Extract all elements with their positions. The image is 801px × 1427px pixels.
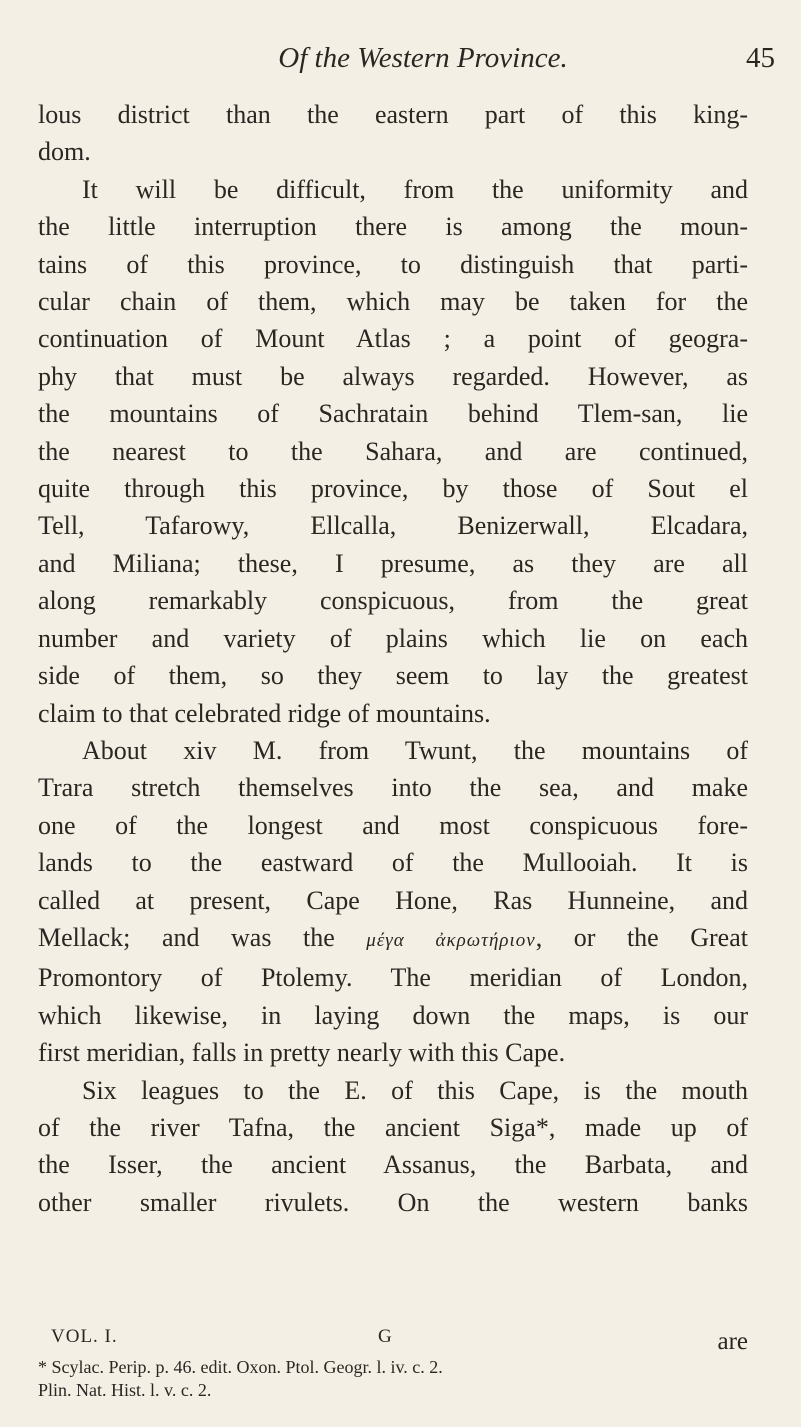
footnote-line: * Scylac. Perip. p. 46. edit. Oxon. Ptol. Geogr. l. iv. c. 2.	[38, 1357, 443, 1377]
text-line: the nearest to the Sahara, and are continued,	[38, 436, 748, 466]
text-line: called at present, Cape Hone, Ras Hunneine, and	[38, 885, 748, 915]
catchword: are	[717, 1328, 748, 1355]
text-line: claim to that celebrated ridge of mountains.	[38, 698, 491, 728]
text-line: along remarkably conspicuous, from the great	[38, 586, 748, 616]
text-line: of the river Tafna, the ancient Siga*, made up of	[38, 1112, 748, 1142]
body-text	[38, 96, 748, 1221]
text-line: Six leagues to the E. of this Cape, is the mouth	[82, 1075, 748, 1105]
text-line: one of the longest and most conspicuous fore-	[38, 810, 748, 840]
volume-signature: VOL. I.	[51, 1326, 118, 1347]
text-line: side of them, so they seem to lay the greatest	[38, 661, 748, 691]
text-line: number and variety of plains which lie on each	[38, 623, 748, 653]
text-line: quite through this province, by those of Sout el	[38, 474, 748, 504]
text-line-greek	[38, 919, 748, 959]
footnote-line: Plin. Nat. Hist. l. v. c. 2.	[38, 1380, 212, 1400]
text-line: first meridian, falls in pretty nearly with this Cape.	[38, 1038, 566, 1068]
page-header	[125, 42, 775, 82]
signature-mark: G	[378, 1326, 392, 1347]
text-line: cular chain of them, which may be taken for the	[38, 287, 748, 317]
text-line: the Isser, the ancient Assanus, the Barbata, and	[38, 1150, 748, 1180]
text-line: continuation of Mount Atlas ; a point of geogra-	[38, 324, 748, 354]
text-line: It will be difficult, from the uniformity and	[82, 174, 748, 204]
text-line: other smaller rivulets. On the western banks	[38, 1187, 748, 1217]
text-segment: Mellack; and was the	[38, 922, 335, 952]
greek-phrase: μέγα ἀκρωτήριον	[366, 929, 536, 951]
signature-line	[38, 1326, 748, 1356]
footnote	[38, 1356, 748, 1402]
text-line: tains of this province, to distinguish that parti-	[38, 249, 748, 279]
text-line: lands to the eastward of the Mullooiah. It is	[38, 848, 748, 878]
text-line: Promontory of Ptolemy. The meridian of London,	[38, 963, 748, 993]
text-line: Tell, Tafarowy, Ellcalla, Benizerwall, Elcadara,	[38, 511, 748, 541]
text-segment: , or the Great	[535, 922, 748, 952]
text-line: phy that must be always regarded. However, as	[38, 361, 748, 391]
text-line: lous district than the eastern part of this king-	[38, 100, 748, 129]
text-line: the little interruption there is among the moun-	[38, 212, 748, 242]
text-line: dom.	[38, 137, 91, 167]
text-line: and Miliana; these, I presume, as they are all	[38, 548, 748, 578]
page-number: 45	[746, 42, 775, 74]
text-line: the mountains of Sachratain behind Tlem-san, lie	[38, 399, 748, 429]
running-title: Of the Western Province.	[278, 42, 568, 74]
text-line: Trara stretch themselves into the sea, and make	[38, 773, 748, 803]
text-line: About xiv M. from Twunt, the mountains of	[82, 735, 748, 765]
text-line: which likewise, in laying down the maps, is our	[38, 1000, 748, 1030]
